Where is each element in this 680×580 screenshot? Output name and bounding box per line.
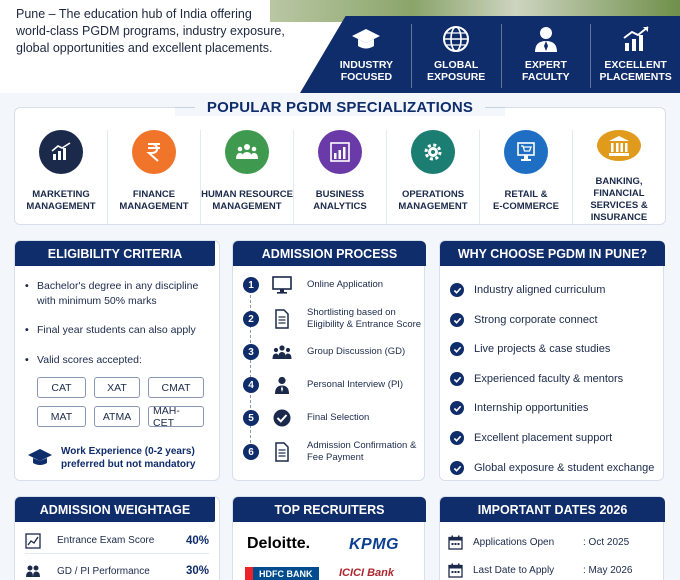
weightage-label: GD / PI Performance	[57, 565, 150, 577]
group-icon	[25, 563, 41, 579]
highlight-global-exposure	[411, 24, 501, 88]
step-number: 3	[243, 344, 259, 360]
weightage-label: Entrance Exam Score	[57, 535, 155, 546]
date-label: Last Date to Apply	[473, 565, 555, 576]
kpmg-logo: KPMG	[349, 536, 399, 553]
highlight-expert-faculty	[501, 24, 591, 88]
weightage-value: 30%	[185, 565, 209, 577]
exam-chart-icon	[25, 533, 41, 549]
date-label: Applications Open	[473, 537, 555, 548]
check-icon	[450, 461, 464, 475]
specialization-banking[interactable]	[572, 130, 665, 224]
score-chip: CAT	[37, 377, 86, 398]
admission-process-card	[232, 240, 425, 481]
weightage-card	[14, 496, 220, 580]
specialization-hr[interactable]	[200, 130, 293, 224]
highlight-line1: INDUSTRY	[339, 59, 394, 71]
document-icon	[272, 442, 292, 462]
recruiters-card	[232, 496, 425, 580]
date-row	[448, 563, 648, 578]
specialization-marketing[interactable]	[15, 130, 107, 224]
specialization-retail[interactable]	[479, 130, 572, 224]
highlight-line1: EXCELLENT	[604, 59, 667, 71]
icici-bank-logo: ICICI Bank	[339, 567, 395, 579]
specialization-label: MARKETING MANAGEMENT	[26, 189, 96, 212]
step-text: Admission Confirmation & Fee Payment	[307, 440, 417, 463]
score-chip: XAT	[94, 377, 140, 398]
step-number: 2	[243, 311, 259, 327]
step-text: Group Discussion (GD)	[307, 346, 406, 357]
step-number: 1	[243, 277, 259, 293]
why-item-text: Strong corporate connect	[474, 314, 598, 326]
eligibility-card	[14, 240, 220, 481]
specialization-icon-circle	[39, 130, 83, 174]
card-title: ELIGIBILITY CRITERIA	[15, 241, 215, 266]
step-text: Online Application	[307, 279, 384, 290]
people-icon	[235, 140, 259, 164]
why-item	[450, 313, 598, 327]
eligibility-item: • Bachelor's degree in any discipline with minimum 50% marks	[25, 279, 215, 309]
group-icon	[272, 342, 292, 362]
score-chip: CMAT	[148, 377, 204, 398]
check-icon	[450, 342, 464, 356]
date-value: : Oct 2025	[583, 537, 630, 548]
weightage-value: 40%	[185, 534, 209, 547]
highlight-line2: FOCUSED	[340, 71, 393, 83]
specialization-label: FINANCE MANAGEMENT	[119, 189, 189, 212]
work-experience-note	[27, 445, 201, 471]
card-title: ADMISSION PROCESS	[233, 241, 426, 266]
card-title: IMPORTANT DATES 2026	[440, 497, 665, 522]
specialization-label: HUMAN RESOURCE MANAGEMENT	[201, 189, 293, 212]
check-circle-icon	[272, 408, 292, 428]
faculty-icon	[531, 24, 561, 54]
why-item-text: Global exposure & student exchange	[474, 462, 655, 474]
card-title: WHY CHOOSE PGDM IN PUNE?	[440, 241, 665, 266]
step-icon-wrap	[271, 441, 293, 463]
highlight-line2: FACULTY	[522, 71, 570, 83]
process-step	[243, 306, 427, 332]
why-item	[450, 431, 612, 445]
card-title: ADMISSION WEIGHTAGE	[15, 497, 215, 522]
step-number: 6	[243, 444, 259, 460]
calendar-icon	[448, 535, 463, 550]
important-dates-card	[439, 496, 664, 580]
step-text: Personal Interview (PI)	[307, 379, 404, 390]
step-text: Final Selection	[307, 412, 370, 423]
specialization-icon-circle	[597, 130, 641, 161]
section-title: POPULAR PGDM SPECIALIZATIONS	[206, 98, 474, 116]
why-item	[450, 283, 605, 297]
check-icon	[450, 401, 464, 415]
work-experience-text: Work Experience (0-2 years) preferred but not mandatory	[61, 446, 196, 470]
why-choose-card	[439, 240, 664, 481]
process-step	[243, 372, 427, 398]
highlight-line1: EXPERT	[524, 59, 567, 71]
graduation-cap-icon	[351, 24, 381, 54]
step-icon-wrap	[271, 341, 293, 363]
specialization-icon-circle	[318, 130, 362, 174]
why-item-text: Experienced faculty & mentors	[474, 373, 624, 385]
hero-banner	[0, 0, 680, 93]
eligibility-item: • Valid scores accepted:	[25, 353, 215, 368]
highlight-line1: GLOBAL	[433, 59, 479, 71]
specialization-label: RETAIL & E-COMMERCE	[493, 189, 559, 212]
specialization-icon-circle	[132, 130, 176, 174]
check-icon	[450, 431, 464, 445]
cart-icon	[514, 140, 538, 164]
card-title: TOP RECRUITERS	[233, 497, 426, 522]
check-icon	[450, 313, 464, 327]
specialization-icon-circle	[225, 130, 269, 174]
calendar-icon	[448, 563, 463, 578]
process-step	[243, 439, 427, 465]
step-icon-wrap	[271, 374, 293, 396]
hdfc-bank-logo: HDFC BANK	[245, 567, 319, 580]
highlight-excellent-placements	[590, 24, 680, 88]
highlight-line2: EXPOSURE	[426, 71, 486, 83]
highlight-industry-focused	[322, 24, 411, 88]
document-icon	[272, 309, 292, 329]
weightage-row	[25, 558, 209, 580]
monitor-icon	[272, 275, 292, 295]
score-chip: ATMA	[94, 406, 140, 427]
specialization-label: BANKING, FINANCIAL SERVICES & INSURANCE	[590, 176, 648, 223]
step-icon-wrap	[271, 308, 293, 330]
score-chip: MAT	[37, 406, 86, 427]
step-icon-wrap	[271, 274, 293, 296]
why-item	[450, 461, 654, 475]
specialization-analytics[interactable]	[293, 130, 386, 224]
specializations-panel	[14, 107, 666, 225]
hero-highlights	[322, 24, 680, 88]
step-number: 4	[243, 377, 259, 393]
why-item-text: Industry aligned curriculum	[474, 284, 606, 296]
step-icon-wrap	[271, 407, 293, 429]
why-item	[450, 401, 588, 415]
specialization-label: BUSINESS ANALYTICS	[313, 189, 367, 212]
graduation-cap-icon	[27, 447, 53, 469]
bank-icon	[607, 134, 631, 158]
why-item	[450, 372, 623, 386]
specialization-label: OPERATIONS MANAGEMENT	[398, 189, 468, 212]
person-icon	[272, 375, 292, 395]
growth-chart-icon	[621, 24, 651, 54]
check-icon	[450, 283, 464, 297]
gear-icon	[421, 140, 445, 164]
highlight-line2: PLACEMENTS	[599, 71, 672, 83]
why-item	[450, 342, 610, 356]
step-number: 5	[243, 410, 259, 426]
score-chip: MAH-CET	[148, 406, 204, 427]
why-item-text: Internship opportunities	[474, 402, 589, 414]
process-step	[243, 339, 427, 365]
check-icon	[450, 372, 464, 386]
accepted-scores	[37, 377, 207, 427]
marketing-chart-icon	[49, 140, 73, 164]
specializations-heading	[14, 97, 666, 117]
process-step	[243, 405, 427, 431]
specialization-operations[interactable]	[386, 130, 479, 224]
date-row	[448, 535, 648, 550]
globe-icon	[441, 24, 471, 54]
specialization-finance[interactable]	[107, 130, 200, 224]
why-item-text: Excellent placement support	[474, 432, 613, 444]
why-item-text: Live projects & case studies	[474, 343, 611, 355]
hero-intro-text: Pune – The education hub of India offering world-class PGDM programs, industry exposure, global opportunities and excellent placements.	[16, 7, 285, 55]
analytics-icon	[328, 140, 352, 164]
specialization-icon-circle	[504, 130, 548, 174]
weightage-row	[25, 528, 209, 554]
process-step	[243, 272, 427, 298]
deloitte-logo: Deloitte.	[247, 535, 311, 552]
rupee-icon	[142, 140, 166, 164]
date-value: : May 2026	[583, 565, 633, 576]
step-text: Shortlisting based on Eligibility & Entrance Score	[307, 307, 422, 330]
eligibility-item: • Final year students can also apply	[25, 323, 215, 338]
specialization-icon-circle	[411, 130, 455, 174]
